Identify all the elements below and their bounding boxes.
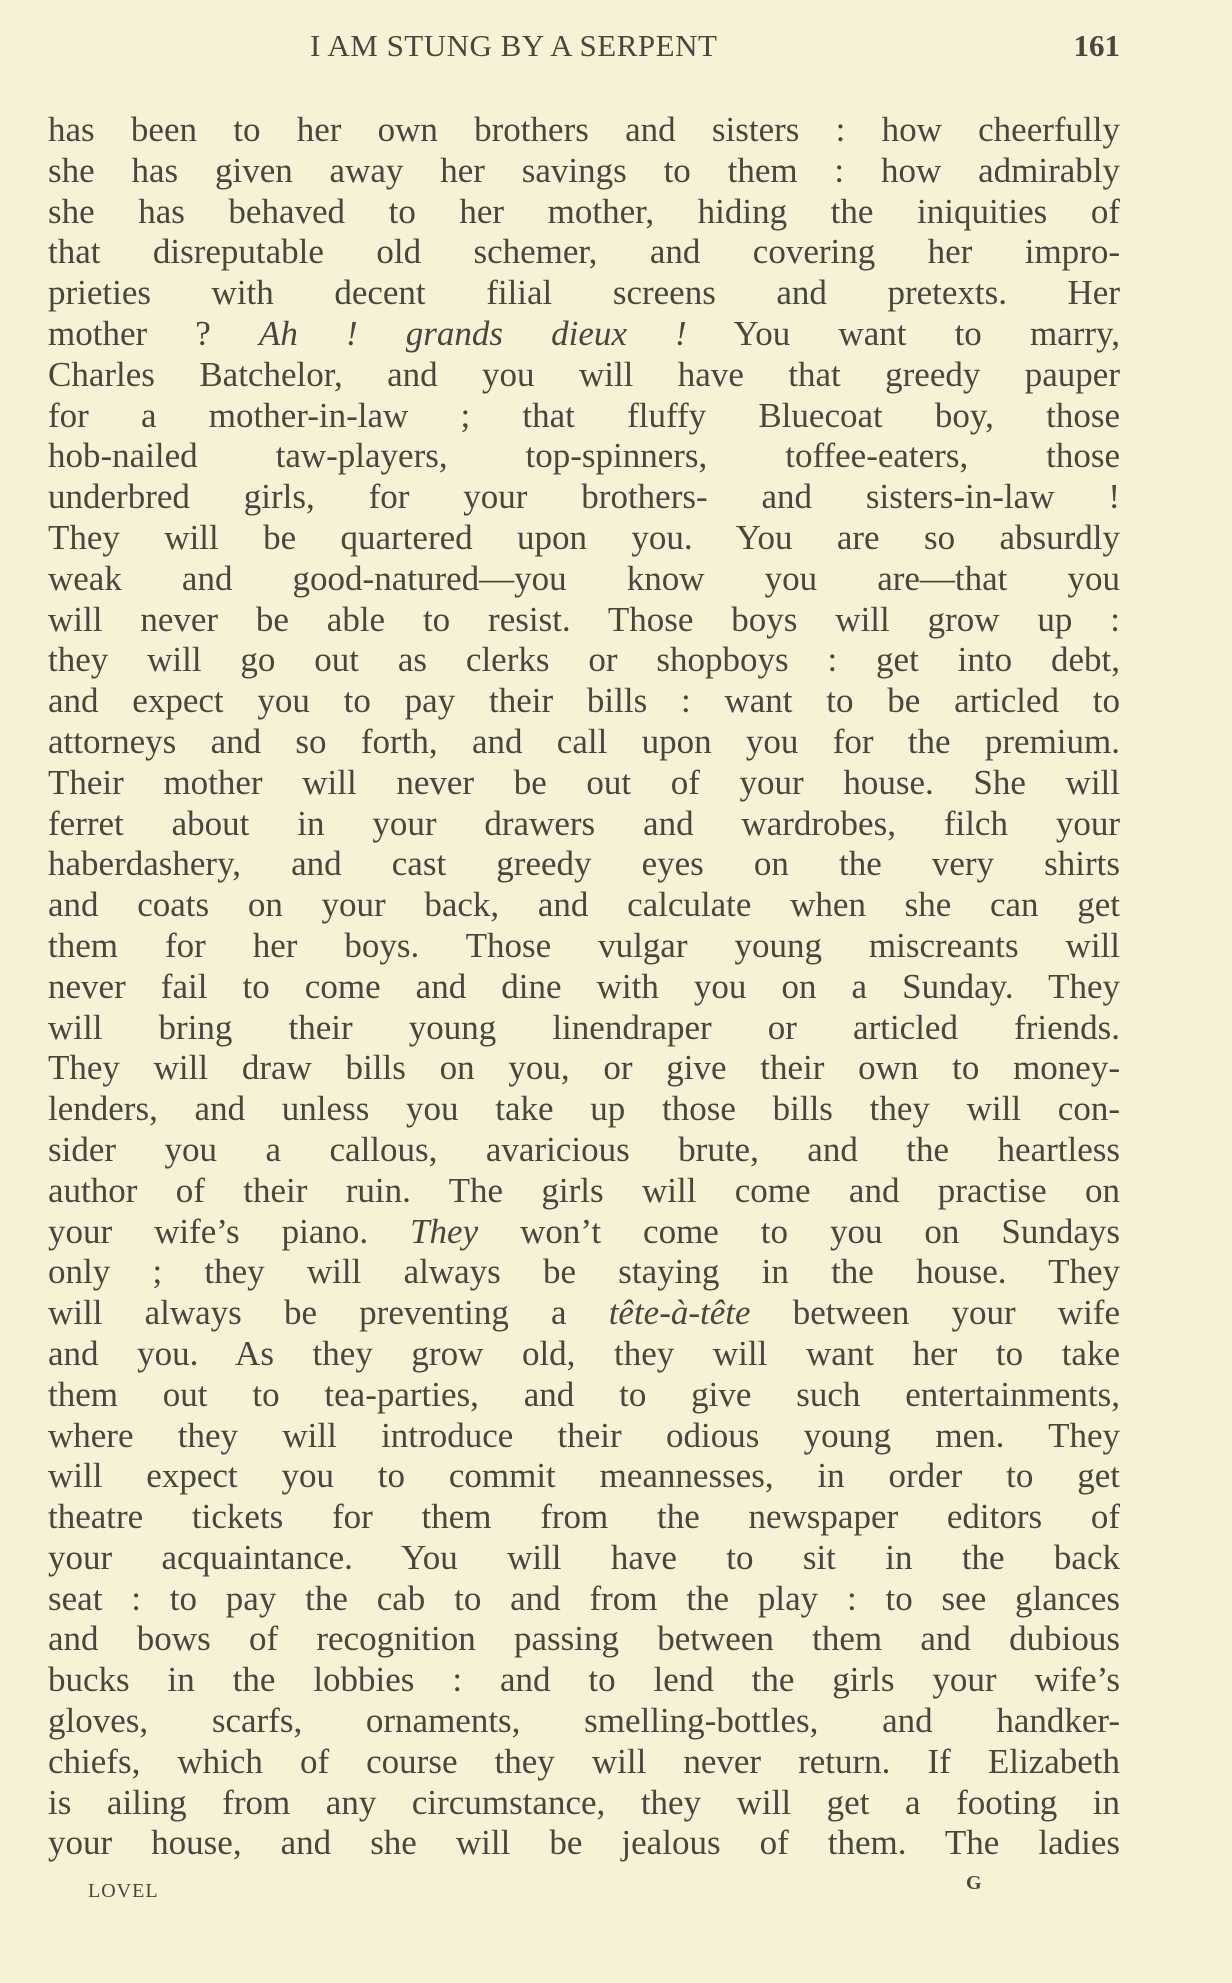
text-segment: prieties with decent filial screens and pretexts. Her	[48, 273, 1120, 313]
text-line	[48, 1293, 1120, 1334]
text-segment: underbred girls, for your brothers- and sisters-in-law !	[48, 477, 1120, 517]
text-segment: They will draw bills on you, or give their own to money-	[48, 1048, 1120, 1088]
gathering-mark: G	[966, 1872, 982, 1894]
text-segment: will bring their young linendraper or articled friends.	[48, 1007, 1120, 1047]
text-line	[48, 1048, 1120, 1089]
italic-text: tête-à-tête	[608, 1293, 751, 1333]
text-segment: she has behaved to her mother, hiding the iniquities of	[48, 191, 1120, 231]
text-line	[48, 1252, 1120, 1293]
text-line	[48, 967, 1120, 1008]
text-line	[48, 1701, 1120, 1742]
text-line	[48, 722, 1120, 763]
text-segment: You want to marry,	[686, 313, 1120, 353]
text-line	[48, 355, 1120, 396]
text-line	[48, 1089, 1120, 1130]
text-line	[48, 110, 1120, 151]
text-line	[48, 1823, 1120, 1864]
text-segment: haberdashery, and cast greedy eyes on the very shirts	[48, 844, 1120, 884]
text-segment: hob-nailed taw-players, top-spinners, toffee-eaters, those	[48, 436, 1120, 476]
text-line	[48, 273, 1120, 314]
text-line	[48, 1334, 1120, 1375]
text-segment: lenders, and unless you take up those bills they will con-	[48, 1089, 1120, 1129]
text-line	[48, 518, 1120, 559]
text-line	[48, 1497, 1120, 1538]
text-segment: gloves, scarfs, ornaments, smelling-bottles, and handker-	[48, 1701, 1120, 1741]
body-text	[48, 110, 1120, 1864]
text-segment: your wife’s piano.	[48, 1211, 411, 1251]
text-segment: won’t come to you on Sundays	[478, 1211, 1120, 1251]
running-title: I AM STUNG BY A SERPENT	[310, 28, 718, 63]
text-line	[48, 477, 1120, 518]
text-line	[48, 1008, 1120, 1049]
text-line	[48, 640, 1120, 681]
text-segment: chiefs, which of course they will never return. If Elizabeth	[48, 1741, 1120, 1781]
running-header	[0, 28, 1232, 72]
text-line	[48, 1456, 1120, 1497]
text-line	[48, 1783, 1120, 1824]
text-segment: your acquaintance. You will have to sit in the back	[48, 1537, 1120, 1577]
text-segment: and you. As they grow old, they will want her to take	[48, 1333, 1120, 1373]
text-line	[48, 559, 1120, 600]
text-line	[48, 192, 1120, 233]
text-line	[48, 396, 1120, 437]
text-segment: never fail to come and dine with you on a Sunday. They	[48, 966, 1120, 1006]
text-segment: bucks in the lobbies : and to lend the girls your wife’s	[48, 1660, 1120, 1700]
text-segment: weak and good-natured—you know you are—that you	[48, 558, 1120, 598]
text-line	[48, 763, 1120, 804]
text-line	[48, 1130, 1120, 1171]
text-segment: has been to her own brothers and sisters : how cheerfully	[48, 110, 1120, 149]
text-line	[48, 926, 1120, 967]
text-line	[48, 885, 1120, 926]
text-segment: sider you a callous, avaricious brute, and the heartless	[48, 1129, 1120, 1169]
page-number: 161	[1073, 28, 1120, 63]
text-line	[48, 232, 1120, 273]
text-segment: Charles Batchelor, and you will have that greedy pauper	[48, 354, 1120, 394]
text-segment: your house, and she will be jealous of them. The ladies	[48, 1823, 1120, 1863]
text-segment: that disreputable old schemer, and covering her impro-	[48, 232, 1120, 272]
text-line	[48, 436, 1120, 477]
text-line	[48, 1619, 1120, 1660]
text-segment: for a mother-in-law ; that fluffy Bluecoat boy, those	[48, 395, 1120, 435]
text-segment: them for her boys. Those vulgar young miscreants will	[48, 925, 1120, 965]
text-segment: and coats on your back, and calculate when she can get	[48, 885, 1120, 925]
text-line	[48, 1538, 1120, 1579]
text-line	[48, 1416, 1120, 1457]
text-line	[48, 151, 1120, 192]
text-segment: where they will introduce their odious young men. They	[48, 1415, 1120, 1455]
text-segment: ferret about in your drawers and wardrobes, filch your	[48, 803, 1120, 843]
text-line	[48, 1579, 1120, 1620]
text-line	[48, 600, 1120, 641]
text-line	[48, 1171, 1120, 1212]
text-segment: Their mother will never be out of your house. She will	[48, 762, 1120, 802]
text-line	[48, 1660, 1120, 1701]
text-segment: she has given away her savings to them : how admirably	[48, 150, 1120, 190]
text-segment: seat : to pay the cab to and from the play : to see glances	[48, 1578, 1120, 1618]
text-line	[48, 1375, 1120, 1416]
text-segment: between your wife	[750, 1293, 1120, 1333]
footer-signature: LOVEL	[88, 1880, 159, 1902]
text-line	[48, 1742, 1120, 1783]
text-segment: will never be able to resist. Those boys will grow up :	[48, 599, 1120, 639]
text-line	[48, 804, 1120, 845]
italic-text: Ah ! grands dieux !	[258, 313, 687, 353]
text-segment: they will go out as clerks or shopboys : get into debt,	[48, 640, 1120, 680]
text-line	[48, 1212, 1120, 1253]
text-segment: and bows of recognition passing between them and dubious	[48, 1619, 1120, 1659]
text-line	[48, 844, 1120, 885]
text-segment: only ; they will always be staying in the house. They	[48, 1252, 1120, 1292]
text-segment: author of their ruin. The girls will come and practise on	[48, 1170, 1120, 1210]
text-segment: attorneys and so forth, and call upon you for the premium.	[48, 721, 1120, 761]
text-segment: will expect you to commit meannesses, in order to get	[48, 1456, 1120, 1496]
text-segment: mother ?	[48, 313, 259, 353]
italic-text: They	[410, 1211, 479, 1251]
text-segment: will always be preventing a	[48, 1293, 609, 1333]
text-line	[48, 314, 1120, 355]
text-segment: theatre tickets for them from the newspaper editors of	[48, 1497, 1120, 1537]
text-segment: is ailing from any circumstance, they will get a footing in	[48, 1782, 1120, 1822]
text-segment: and expect you to pay their bills : want to be articled to	[48, 681, 1120, 721]
text-segment: them out to tea-parties, and to give such entertainments,	[48, 1374, 1120, 1414]
text-segment: They will be quartered upon you. You are so absurdly	[48, 517, 1120, 557]
text-line	[48, 681, 1120, 722]
